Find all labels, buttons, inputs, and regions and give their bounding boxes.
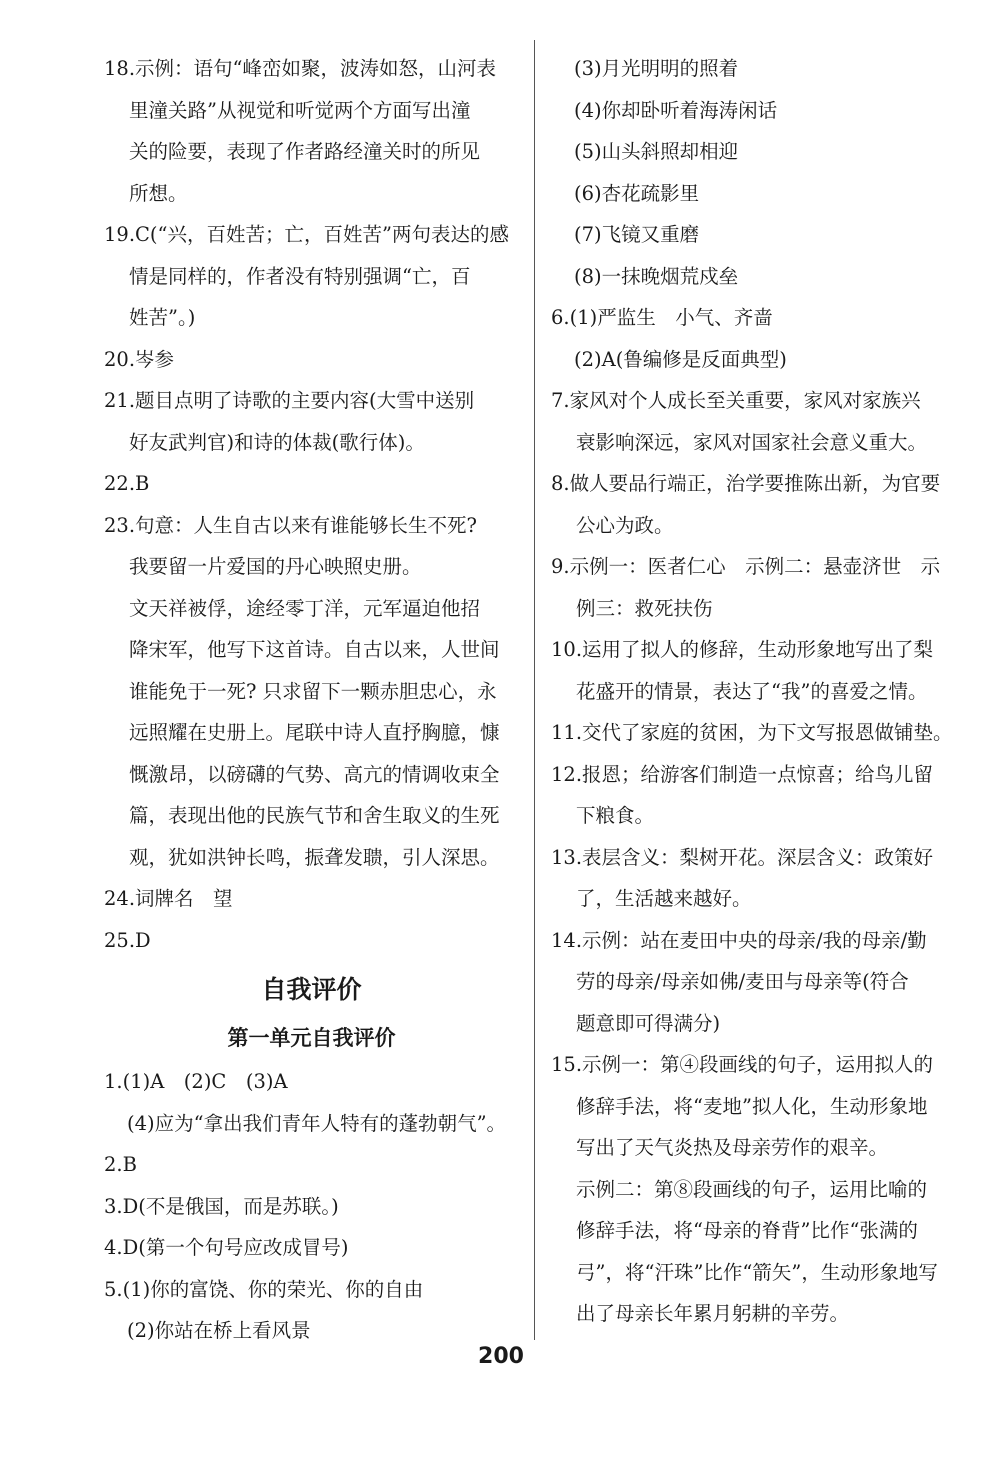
text-line: 12.报恩；给游客们制造一点惊喜；给鸟儿留 — [551, 762, 934, 786]
text-line: 25.D — [104, 928, 151, 952]
text-line: 关的险要，表现了作者路经潼关时的所见 — [129, 140, 481, 163]
text-line: 22.B — [104, 472, 150, 495]
text-line: 弓”，将“汗珠”比作“箭矢”，生动形象地写 — [576, 1260, 938, 1284]
text-line: 里潼关路”从视觉和听觉两个方面写出潼 — [129, 98, 471, 122]
text-line: 4.D(第一个句号应改成冒号) — [104, 1236, 349, 1259]
text-line: 6.(1)严监生 小气、齐啬 — [551, 306, 773, 329]
text-line: 公心为政。 — [576, 513, 674, 537]
text-line: 24.词牌名 望 — [104, 887, 233, 910]
text-line: (7)飞镜又重磨 — [574, 223, 700, 246]
text-line: 20.岑参 — [104, 347, 175, 371]
text-line: 例三：救死扶伤 — [576, 596, 713, 620]
text-line: (5)山头斜照却相迎 — [574, 140, 739, 163]
text-line: 21.题目点明了诗歌的主要内容(大雪中送别 — [104, 389, 475, 412]
text-line: 11.交代了家庭的贫困，为下文写报恩做铺垫。 — [551, 721, 953, 744]
text-line: 慨激昂，以磅礴的气势、高亢的情调收束全 — [129, 762, 500, 786]
text-line: 花盛开的情景，表达了“我”的喜爱之情。 — [576, 679, 928, 703]
text-line: 情是同样的，作者没有特别强调“亡，百 — [129, 264, 471, 288]
text-line: (8)一抹晚烟荒戍垒 — [574, 264, 739, 288]
text-line: 示例二：第⑧段画线的句子，运用比喻的 — [576, 1177, 928, 1201]
text-line: 19.C(“兴，百姓苦；亡，百姓苦”两句表达的感 — [104, 223, 509, 246]
text-line: 姓苦”。) — [129, 306, 196, 329]
text-line: 9.示例一：医者仁心 示例二：悬壶济世 示 — [551, 555, 941, 578]
text-line: 23.句意：人生自古以来有谁能够长生不死? — [104, 513, 477, 537]
text-line: 14.示例：站在麦田中央的母亲/我的母亲/勤 — [551, 928, 927, 952]
text-line: (3)月光明明的照着 — [574, 57, 739, 80]
text-line: 3.D(不是俄国，而是苏联。) — [104, 1194, 339, 1218]
text-line: 劳的母亲/母亲如佛/麦田与母亲等(符合 — [576, 970, 909, 993]
text-line: (6)杏花疏影里 — [574, 181, 700, 205]
text-line: 13.表层含义：梨树开花。深层含义：政策好 — [551, 845, 934, 869]
text-line: 所想。 — [129, 181, 188, 205]
text-line: 1.(1)A (2)C (3)A — [104, 1070, 288, 1093]
text-line: (2)你站在桥上看风景 — [127, 1319, 311, 1342]
text-line: 15.示例一：第④段画线的句子，运用拟人的 — [551, 1053, 934, 1076]
text-line: 出了母亲长年累月躬耕的辛劳。 — [576, 1302, 850, 1325]
column-divider — [534, 40, 535, 1340]
text-line: 修辞手法，将“母亲的脊背”比作“张满的 — [576, 1219, 918, 1242]
text-line: 好友武判官)和诗的体裁(歌行体)。 — [129, 430, 425, 454]
text-line: 7.家风对个人成长至关重要，家风对家族兴 — [551, 389, 921, 412]
text-line: (4)应为“拿出我们青年人特有的蓬勃朝气”。 — [127, 1111, 507, 1135]
text-line: 远照耀在史册上。尾联中诗人直抒胸臆，慷 — [129, 721, 500, 744]
text-line: 5.(1)你的富饶、你的荣光、你的自由 — [104, 1277, 424, 1301]
text-line: 观，犹如洪钟长鸣，振聋发聩，引人深思。 — [129, 845, 500, 869]
text-line: 我要留一片爱国的丹心映照史册。 — [129, 555, 422, 578]
text-line: 下粮食。 — [576, 804, 655, 827]
text-line: 写出了天气炎热及母亲劳作的艰辛。 — [576, 1136, 889, 1159]
text-line: 18.示例：语句“峰峦如聚，波涛如怒，山河表 — [104, 57, 496, 80]
text-line: 8.做人要品行端正，治学要推陈出新，为官要 — [551, 472, 941, 495]
text-line: 题意即可得满分) — [576, 1011, 721, 1035]
text-line: 降宋军，他写下这首诗。自古以来，人世间 — [129, 638, 500, 661]
page-number: 200 — [478, 1344, 524, 1369]
text-line: 谁能免于一死? 只求留下一颗赤胆忠心，永 — [129, 679, 497, 703]
text-line: 了，生活越来越好。 — [576, 887, 752, 910]
text-line: 10.运用了拟人的修辞，生动形象地写出了梨 — [551, 638, 934, 661]
left-column — [104, 48, 519, 1352]
section-title: 自我评价 — [261, 975, 362, 1004]
right-column — [551, 48, 966, 1335]
text-line: (4)你却卧听着海涛闲话 — [574, 98, 778, 122]
text-line: 2.B — [104, 1153, 137, 1176]
text-line: 修辞手法，将“麦地”拟人化，生动形象地 — [576, 1094, 928, 1118]
text-line: (2)A(鲁编修是反面典型) — [574, 347, 787, 371]
text-line: 篇，表现出他的民族气节和舍生取义的生死 — [129, 804, 500, 827]
text-line: 文天祥被俘，途经零丁洋，元军逼迫他招 — [129, 596, 481, 620]
text-line: 衰影响深远，家风对国家社会意义重大。 — [576, 430, 928, 454]
section-subtitle: 第一单元自我评价 — [227, 1026, 396, 1050]
